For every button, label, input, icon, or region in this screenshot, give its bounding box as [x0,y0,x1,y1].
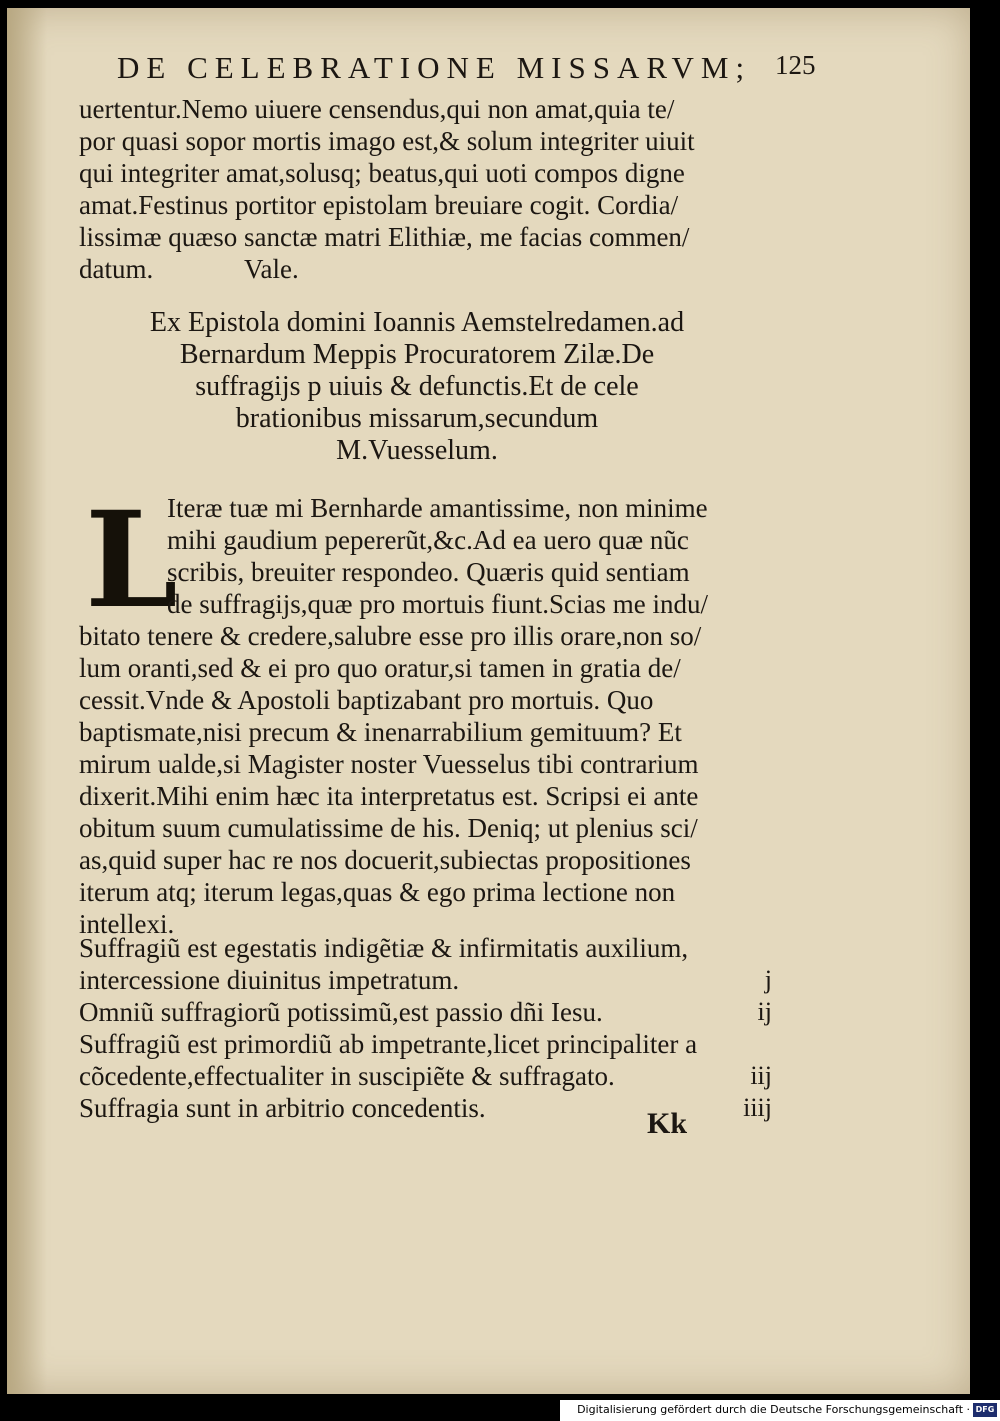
proposition-numeral: j [764,965,772,994]
footer-credit-bar [560,1400,1000,1421]
scan-border [970,8,1000,1394]
text-line: por quasi sopor mortis imago est,& solum integriter uiuit [79,126,695,156]
text-line: intellexi. [79,909,175,939]
text-line: iterum atq; iterum legas,quas & ego prima lectione non [79,877,676,907]
book-page [7,8,970,1394]
text-line: dixerit.Mihi enim hæc ita interpretatus est. Scripsi ei ante [79,781,699,811]
proposition-line: intercessione diuinitus impetratum. [79,965,460,995]
proposition-line: Suffragia sunt in arbitrio concedentis. [79,1093,486,1123]
proposition-numeral: ij [757,997,772,1026]
text-line: mirum ualde,si Magister noster Vuesselus tibi contrarium [79,749,699,779]
text-line: baptismate,nisi precum & inenarrabilium gemituum? Et [79,717,682,747]
dfg-logo-icon: DFG [973,1403,997,1417]
proposition-line: cõcedente,effectualiter in suscipiẽte & suffragato. [79,1061,615,1091]
heading-line: brationibus missarum,secundum [235,403,599,434]
text-line: de suffragijs,quæ pro mortuis fiunt.Scias me indu/ [167,589,708,619]
text-line: qui integriter amat,solusq; beatus,qui uoti compos digne [79,158,685,188]
page-number: 125 [775,50,816,80]
proposition-numeral: iij [750,1061,772,1090]
signature-mark: Kk [647,1107,688,1140]
heading-line: M.Vuesselum. [336,435,498,466]
text-line: amat.Festinus portitor epistolam breuiare cogit. Cordia/ [79,190,679,220]
heading-line: Bernardum Meppis Procuratorem Zilæ.De [179,339,655,370]
closing-word: datum. [79,254,154,284]
text-line: as,quid super hac re nos docuerit,subiectas propositiones [79,845,691,875]
footer-credit-text: Digitalisierung gefördert durch die Deutsche Forschungsgemeinschaft · [577,1403,970,1416]
text-line: bitato tenere & credere,salubre esse pro illis orare,non so/ [79,621,702,651]
heading-line: Ex Epistola domini Ioannis Aemstelredamen.ad [149,307,685,338]
drop-cap-initial: L [85,483,178,638]
proposition-line: Suffragiũ est primordiũ ab impetrante,licet principaliter a [79,1029,698,1059]
text-line: cessit.Vnde & Apostoli baptizabant pro mortuis. Quo [79,685,654,715]
text-line: Iteræ tuæ mi Bernharde amantissime, non minime [167,493,708,523]
running-title: DE CELEBRATIONE MISSARVM; [117,50,752,85]
heading-line: suffragijs p uiuis & defunctis.Et de cele [195,371,639,402]
text-line: lissimæ quæso sanctæ matri Elithiæ, me facias commen/ [79,222,690,252]
text-line: scribis, breuiter respondeo. Quæris quid sentiam [167,557,690,587]
text-line: uertentur.Nemo uiuere censendus,qui non amat,quia te/ [79,94,675,124]
proposition-numeral: iiij [743,1093,772,1122]
page-header [117,48,816,92]
text-line: obitum suum cumulatissime de his. Deniq; ut plenius sci/ [79,813,698,843]
proposition-line: Omniũ suffragiorũ potissimũ,est passio dñi Iesu. [79,997,603,1027]
page-gutter-shadow [7,8,47,1394]
text-line: mihi gaudium pepererũt,&c.Ad ea uero quæ nũc [167,525,689,555]
text-line: lum oranti,sed & ei pro quo oratur,si tamen in gratia de/ [79,653,681,683]
proposition-line: Suffragiũ est egestatis indigẽtiæ & infirmitatis auxilium, [79,933,689,963]
closing-vale: Vale. [244,254,299,284]
